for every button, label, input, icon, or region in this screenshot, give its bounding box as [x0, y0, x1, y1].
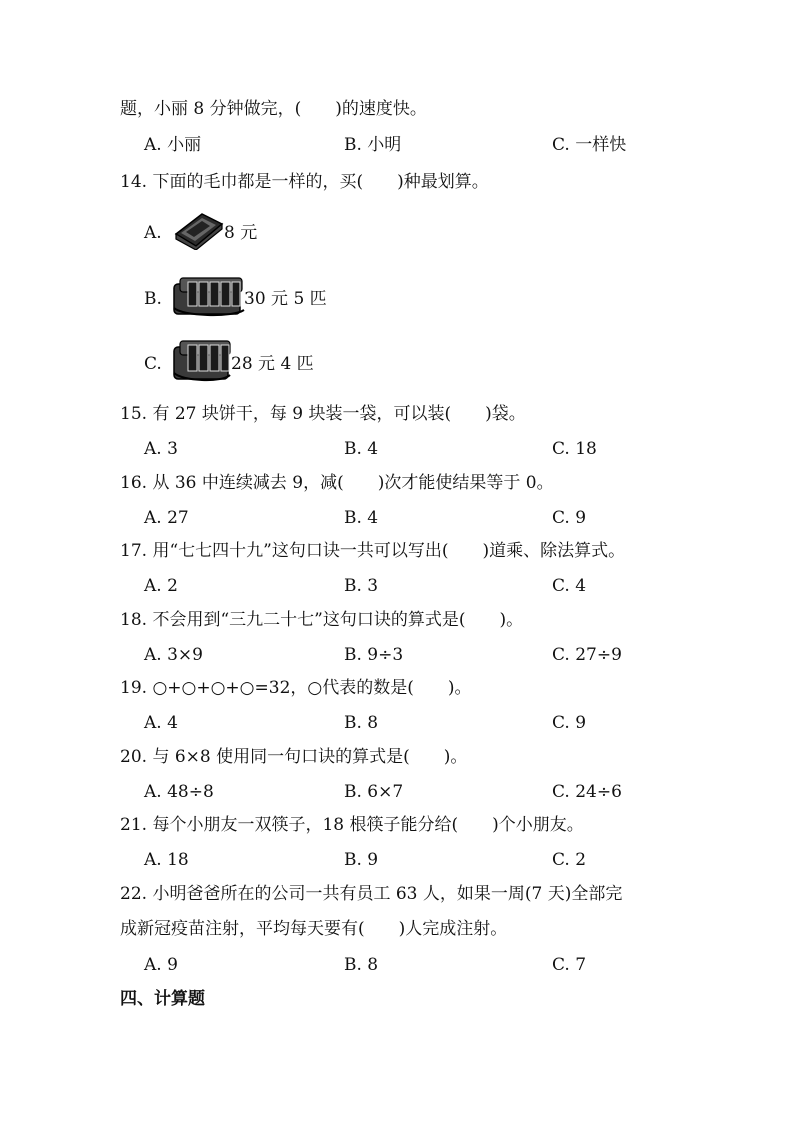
q14-option-a-label: A.: [144, 223, 162, 243]
q19-option-a[interactable]: A. 4: [144, 713, 178, 733]
q13-option-b[interactable]: B. 小明: [344, 135, 402, 155]
q13-option-c[interactable]: C. 一样快: [552, 135, 627, 155]
q14-option-b-label: B.: [144, 289, 162, 309]
q14-stem: 14. 下面的毛巾都是一样的，买( )种最划算。: [120, 172, 489, 192]
section-heading: 四、计算题: [120, 989, 205, 1009]
q22-stem-line1: 22. 小明爸爸所在的公司一共有员工 63 人，如果一周(7 天)全部完: [120, 884, 623, 904]
q14-option-c-price: 28 元 4 匹: [231, 354, 314, 374]
q22-option-a[interactable]: A. 9: [144, 955, 178, 975]
towel-pack-5-icon: [172, 274, 246, 318]
q20-stem: 20. 与 6×8 使用同一句口诀的算式是( )。: [120, 747, 468, 767]
towel-pack-4-icon: [172, 337, 232, 383]
q14-option-a-price: 8 元: [224, 223, 258, 243]
q14-option-b[interactable]: [144, 288, 162, 310]
q22-option-b[interactable]: B. 8: [344, 955, 379, 975]
q20-option-c[interactable]: C. 24÷6: [552, 782, 622, 802]
q17-option-c[interactable]: C. 4: [552, 576, 587, 596]
q17-option-b[interactable]: B. 3: [344, 576, 379, 596]
q16-option-c[interactable]: C. 9: [552, 508, 587, 528]
q14-option-b-price: 30 元 5 匹: [244, 289, 327, 309]
q14-option-a[interactable]: [144, 222, 162, 244]
q15-stem: 15. 有 27 块饼干，每 9 块装一袋，可以装( )袋。: [120, 404, 526, 424]
q19-option-c[interactable]: C. 9: [552, 713, 587, 733]
q20-option-a[interactable]: A. 48÷8: [144, 782, 214, 802]
q16-stem: 16. 从 36 中连续减去 9，减( )次才能使结果等于 0。: [120, 473, 554, 493]
q14-option-c-label: C.: [144, 354, 162, 374]
q22-option-c[interactable]: C. 7: [552, 955, 587, 975]
q15-option-b[interactable]: B. 4: [344, 439, 379, 459]
q18-option-b[interactable]: B. 9÷3: [344, 645, 404, 665]
q18-option-c[interactable]: C. 27÷9: [552, 645, 622, 665]
q20-option-b[interactable]: B. 6×7: [344, 782, 404, 802]
q15-option-c[interactable]: C. 18: [552, 439, 597, 459]
q13-stem-cont: 题，小丽 8 分钟做完，( )的速度快。: [120, 99, 427, 119]
q17-stem: 17. 用“七七四十九”这句口诀一共可以写出( )道乘、除法算式。: [120, 541, 626, 561]
q21-option-b[interactable]: B. 9: [344, 850, 379, 870]
q22-stem-line2: 成新冠疫苗注射，平均每天要有( )人完成注射。: [120, 919, 508, 939]
q14-option-c[interactable]: [144, 353, 162, 375]
q16-option-a[interactable]: A. 27: [144, 508, 189, 528]
q17-option-a[interactable]: A. 2: [144, 576, 178, 596]
q19-stem: 19. ○+○+○+○=32，○代表的数是( )。: [120, 678, 472, 698]
q18-stem: 18. 不会用到“三九二十七”这句口诀的算式是( )。: [120, 610, 524, 630]
q21-option-a[interactable]: A. 18: [144, 850, 189, 870]
q21-stem: 21. 每个小朋友一双筷子，18 根筷子能分给( )个小朋友。: [120, 815, 584, 835]
q19-option-b[interactable]: B. 8: [344, 713, 379, 733]
q15-option-a[interactable]: A. 3: [144, 439, 178, 459]
q13-option-a[interactable]: A. 小丽: [144, 135, 202, 155]
q18-option-a[interactable]: A. 3×9: [144, 645, 203, 665]
q21-option-c[interactable]: C. 2: [552, 850, 587, 870]
q16-option-b[interactable]: B. 4: [344, 508, 379, 528]
towel-single-icon: [172, 208, 224, 250]
